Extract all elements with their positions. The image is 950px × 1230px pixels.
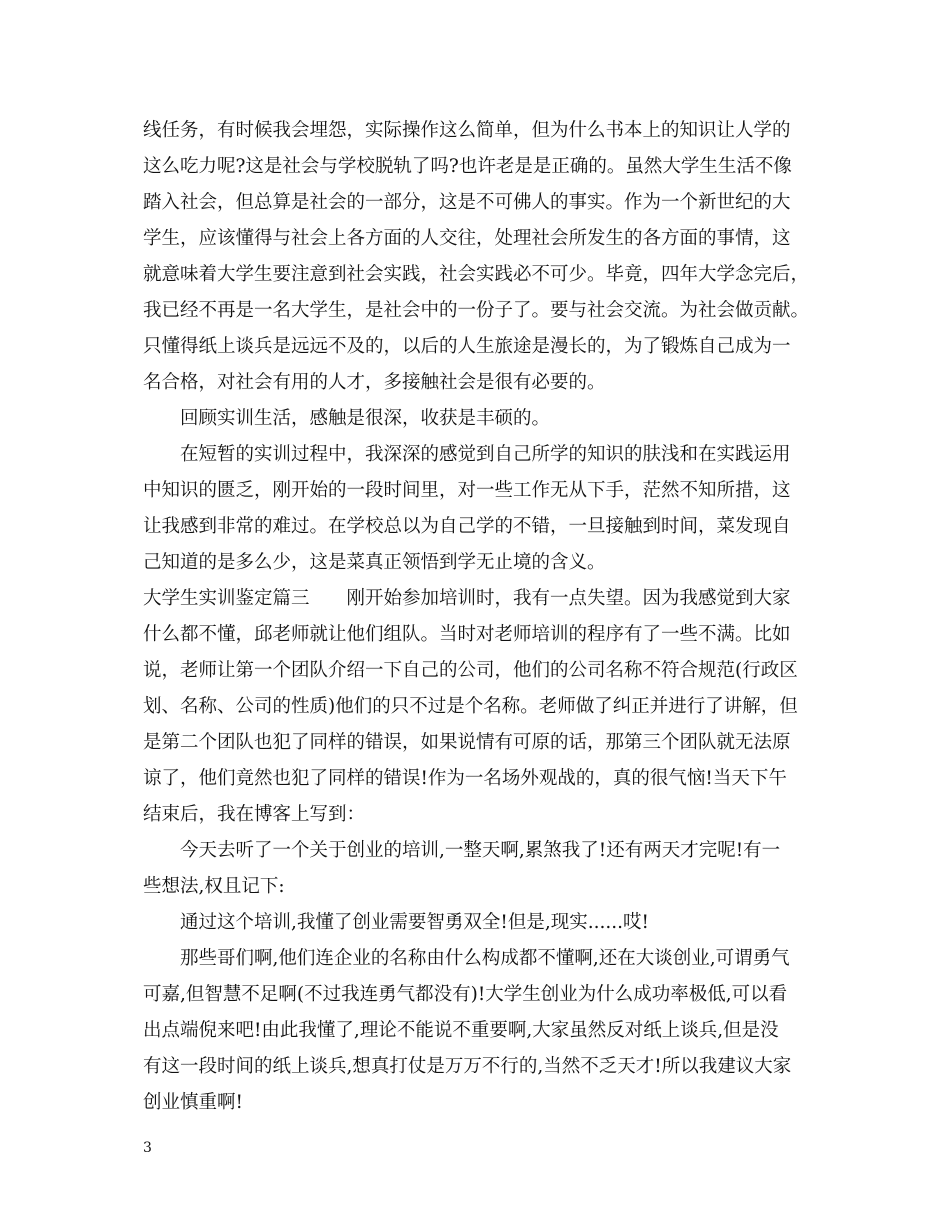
text-line: 谅了，他们竟然也犯了同样的错误!作为一名场外观战的，真的很气恼!当天下午	[143, 768, 787, 789]
text-line: 只懂得纸上谈兵是远远不及的，以后的人生旅途是漫长的，为了锻炼自己成为一	[143, 336, 791, 357]
text-line: 就意味着大学生要注意到社会实践，社会实践必不可少。毕竟，四年大学念完后，	[143, 264, 810, 285]
text-line: 是第二个团队也犯了同样的错误，如果说情有可原的话，那第三个团队就无法原	[143, 732, 791, 753]
text-line: 出点端倪来吧!由此我懂了,理论不能说不重要啊,大家虽然反对纸上谈兵,但是没	[143, 1020, 779, 1041]
text-line: 学生，应该懂得与社会上各方面的人交往，处理社会所发生的各方面的事情，这	[143, 228, 791, 249]
text-line: 今天去听了一个关于创业的培训,一整天啊,累煞我了!还有两天才完呢!有一	[180, 840, 781, 861]
text-line: 些想法,权且记下:	[143, 876, 285, 897]
text-line: 有这一段时间的纸上谈兵,想真打仗是万万不行的,当然不乏天才!所以我建议大家	[143, 1056, 792, 1077]
text-line: 名合格，对社会有用的人才，多接触社会是很有必要的。	[143, 372, 606, 393]
page-number: 3	[143, 1140, 152, 1156]
text-line: 结束后，我在博客上写到：	[143, 804, 366, 825]
text-line: 踏入社会，但总算是社会的一部分，这是不可佛人的事实。作为一个新世纪的大	[143, 192, 791, 213]
text-line: 回顾实训生活，感触是很深，收获是丰硕的。	[180, 408, 551, 429]
text-line: 线任务，有时候我会埋怨，实际操作这么简单，但为什么书本上的知识让人学的	[143, 120, 791, 141]
text-line: 我已经不再是一名大学生，是社会中的一份子了。要与社会交流。为社会做贡献。	[143, 300, 810, 321]
section-heading-line: 大学生实训鉴定篇三 刚开始参加培训时，我有一点失望。因为我感觉到大家	[143, 588, 791, 609]
text-line: 可嘉,但智慧不足啊(不过我连勇气都没有)!大学生创业为什么成功率极低,可以看	[143, 984, 788, 1005]
text-line: 在短暂的实训过程中，我深深的感觉到自己所学的知识的肤浅和在实践运用	[180, 444, 791, 465]
text-line: 这么吃力呢?这是社会与学校脱轨了吗?也许老是是正确的。虽然大学生生活不像	[143, 156, 792, 177]
text-line: 那些哥们啊,他们连企业的名称由什么构成都不懂啊,还在大谈创业,可谓勇气	[180, 948, 790, 969]
text-line: 中知识的匮乏，刚开始的一段时间里，对一些工作无从下手，茫然不知所措，这	[143, 480, 791, 501]
text-line: 说，老师让第一个团队介绍一下自己的公司，他们的公司名称不符合规范(行政区	[143, 660, 798, 681]
text-line: 什么都不懂，邱老师就让他们组队。当时对老师培训的程序有了一些不满。比如	[143, 624, 791, 645]
text-line: 让我感到非常的难过。在学校总以为自己学的不错，一旦接触到时间，菜发现自	[143, 516, 791, 537]
text-line: 创业慎重啊!	[143, 1092, 243, 1113]
text-line: 通过这个培训,我懂了创业需要智勇双全!但是,现实......哎!	[180, 912, 649, 933]
text-line: 划、名称、公司的性质)他们的只不过是个名称。老师做了纠正并进行了讲解，但	[143, 696, 798, 717]
text-line: 己知道的是多么少，这是菜真正领悟到学无止境的含义。	[143, 552, 606, 573]
